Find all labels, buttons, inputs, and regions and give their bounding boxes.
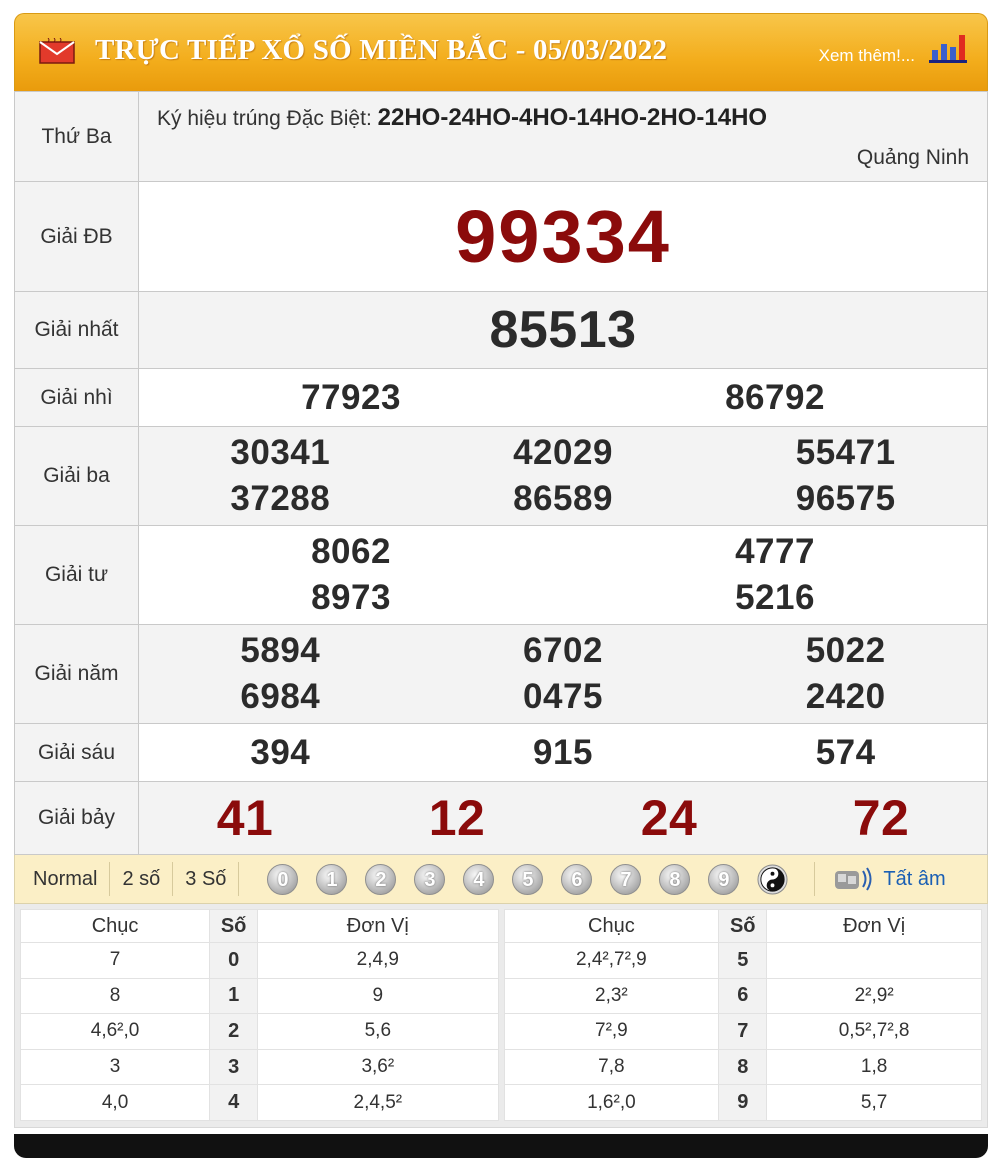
prize-number: 5894 [240, 631, 321, 670]
digit-ball-4[interactable]: 4 [463, 864, 494, 895]
so-cell: 0 [210, 943, 258, 979]
divider [814, 862, 815, 896]
so-cell: 9 [719, 1085, 767, 1121]
prize-label: Giải bảy [15, 782, 139, 855]
table-row [504, 1049, 982, 1085]
prize-row-tu [15, 526, 988, 625]
mute-all-link[interactable]: Tất âm [883, 867, 946, 890]
prize-number: 8062 [311, 532, 391, 571]
prize-number: 86792 [725, 377, 825, 417]
loto-header-row [21, 910, 499, 943]
prize-number: 85513 [489, 301, 637, 359]
digit-ball-8[interactable]: 8 [659, 864, 690, 895]
donvi-cell: 1,8 [767, 1049, 982, 1085]
loto-table-right [504, 909, 983, 1121]
table-row [21, 1014, 499, 1050]
donvi-cell: 3,6² [258, 1049, 498, 1085]
prize-label: Giải năm [15, 625, 139, 724]
mail-icon [39, 38, 75, 64]
chuc-cell: 1,6²,0 [504, 1085, 719, 1121]
prize-number: 96575 [795, 479, 896, 518]
prize-number: 41 [216, 790, 274, 846]
prize-number: 915 [533, 732, 593, 772]
info-row [15, 92, 988, 182]
prize-number: 8973 [311, 578, 391, 617]
special-codes-label: Ký hiệu trúng Đặc Biệt: [157, 106, 372, 130]
col-header-chuc: Chục [504, 910, 719, 943]
filter-normal[interactable]: Normal [15, 862, 110, 896]
bar-chart-icon[interactable] [929, 32, 967, 64]
loto-header-row [504, 910, 982, 943]
lottery-widget [14, 13, 988, 1158]
table-row [21, 943, 499, 979]
table-row [21, 1049, 499, 1085]
so-cell: 7 [719, 1014, 767, 1050]
donvi-cell: 0,5²,7²,8 [767, 1014, 982, 1050]
special-codes-cell [139, 92, 988, 182]
prize-row-nhi [15, 369, 988, 427]
prize-number: 72 [852, 790, 910, 846]
chuc-cell: 4,0 [21, 1085, 210, 1121]
donvi-cell: 2,4,5² [258, 1085, 498, 1121]
prize-number: 86589 [513, 479, 613, 518]
donvi-cell: 5,7 [767, 1085, 982, 1121]
digit-balls [267, 864, 788, 895]
prize-row-db [15, 182, 988, 292]
so-cell: 3 [210, 1049, 258, 1085]
donvi-cell: 9 [258, 978, 498, 1014]
prize-number: 24 [640, 790, 698, 846]
loto-tables [14, 904, 988, 1128]
prize-label: Giải sáu [15, 724, 139, 782]
prize-number: 37288 [230, 479, 331, 518]
so-cell: 6 [719, 978, 767, 1014]
prize-row-nam [15, 625, 988, 724]
prize-label: Giải nhất [15, 292, 139, 369]
prize-number: 394 [250, 732, 311, 772]
prize-number: 12 [428, 790, 486, 846]
prize-row-nhat [15, 292, 988, 369]
prize-number: 6702 [523, 631, 603, 670]
see-more-link[interactable]: Xem thêm!... [818, 46, 915, 65]
chuc-cell: 4,6²,0 [21, 1014, 210, 1050]
page-title: TRỰC TIẾP XỔ SỐ MIỀN BẮC - 05/03/2022 [95, 34, 668, 66]
table-row [21, 1085, 499, 1121]
digit-ball-9[interactable]: 9 [708, 864, 739, 895]
chuc-cell: 2,4²,7²,9 [504, 943, 719, 979]
digit-ball-3[interactable]: 3 [414, 864, 445, 895]
digit-ball-2[interactable]: 2 [365, 864, 396, 895]
col-header-chuc: Chục [21, 910, 210, 943]
donvi-cell [767, 943, 982, 979]
chuc-cell: 7²,9 [504, 1014, 719, 1050]
digit-ball-5[interactable]: 5 [512, 864, 543, 895]
col-header-so: Số [719, 910, 767, 943]
table-row [504, 943, 982, 979]
chuc-cell: 7,8 [504, 1049, 719, 1085]
loto-table-left [20, 909, 499, 1121]
table-row [504, 1085, 982, 1121]
prize-number: 5022 [805, 631, 886, 670]
so-cell: 8 [719, 1049, 767, 1085]
table-row [504, 978, 982, 1014]
prize-number: 5216 [735, 578, 815, 617]
day-label: Thứ Ba [15, 92, 139, 182]
prize-number: 574 [815, 732, 876, 772]
prize-number: 2420 [805, 677, 886, 716]
donvi-cell: 2,4,9 [258, 943, 498, 979]
donvi-cell: 2²,9² [767, 978, 982, 1014]
digit-ball-7[interactable]: 7 [610, 864, 641, 895]
chuc-cell: 2,3² [504, 978, 719, 1014]
filter-2-digits[interactable]: 2 số [110, 862, 173, 896]
donvi-cell: 5,6 [258, 1014, 498, 1050]
prize-label: Giải nhì [15, 369, 139, 427]
prize-number: 30341 [230, 433, 331, 472]
filter-3-digits[interactable]: 3 Số [173, 862, 239, 896]
province-name: Quảng Ninh [856, 145, 969, 169]
speaker-icon[interactable] [833, 865, 875, 893]
col-header-donvi: Đơn Vị [258, 910, 498, 943]
special-prize-number: 99334 [455, 195, 671, 278]
prize-row-ba [15, 427, 988, 526]
header-bar [14, 13, 988, 91]
digit-ball-1[interactable]: 1 [316, 864, 347, 895]
chuc-cell: 3 [21, 1049, 210, 1085]
prize-label: Giải tư [15, 526, 139, 625]
prize-number: 77923 [301, 377, 401, 417]
prize-number: 42029 [513, 433, 613, 472]
so-cell: 2 [210, 1014, 258, 1050]
prize-number: 4777 [735, 532, 815, 571]
col-header-so: Số [210, 910, 258, 943]
prize-row-bay [15, 782, 988, 855]
prize-number: 0475 [523, 677, 603, 716]
so-cell: 5 [719, 943, 767, 979]
prize-number: 6984 [240, 677, 321, 716]
table-row [504, 1014, 982, 1050]
yin-yang-icon[interactable] [757, 864, 788, 895]
so-cell: 4 [210, 1085, 258, 1121]
chuc-cell: 7 [21, 943, 210, 979]
prize-row-sau [15, 724, 988, 782]
filter-bar [14, 855, 988, 904]
chuc-cell: 8 [21, 978, 210, 1014]
results-table [14, 91, 988, 855]
table-row [21, 978, 499, 1014]
prize-number: 55471 [795, 433, 896, 472]
special-codes-value: 22HO-24HO-4HO-14HO-2HO-14HO [377, 103, 768, 131]
prize-label: Giải ba [15, 427, 139, 526]
digit-ball-0[interactable]: 0 [267, 864, 298, 895]
col-header-donvi: Đơn Vị [767, 910, 982, 943]
prize-label: Giải ĐB [15, 182, 139, 292]
digit-ball-6[interactable]: 6 [561, 864, 592, 895]
so-cell: 1 [210, 978, 258, 1014]
footer-bar [14, 1134, 988, 1158]
